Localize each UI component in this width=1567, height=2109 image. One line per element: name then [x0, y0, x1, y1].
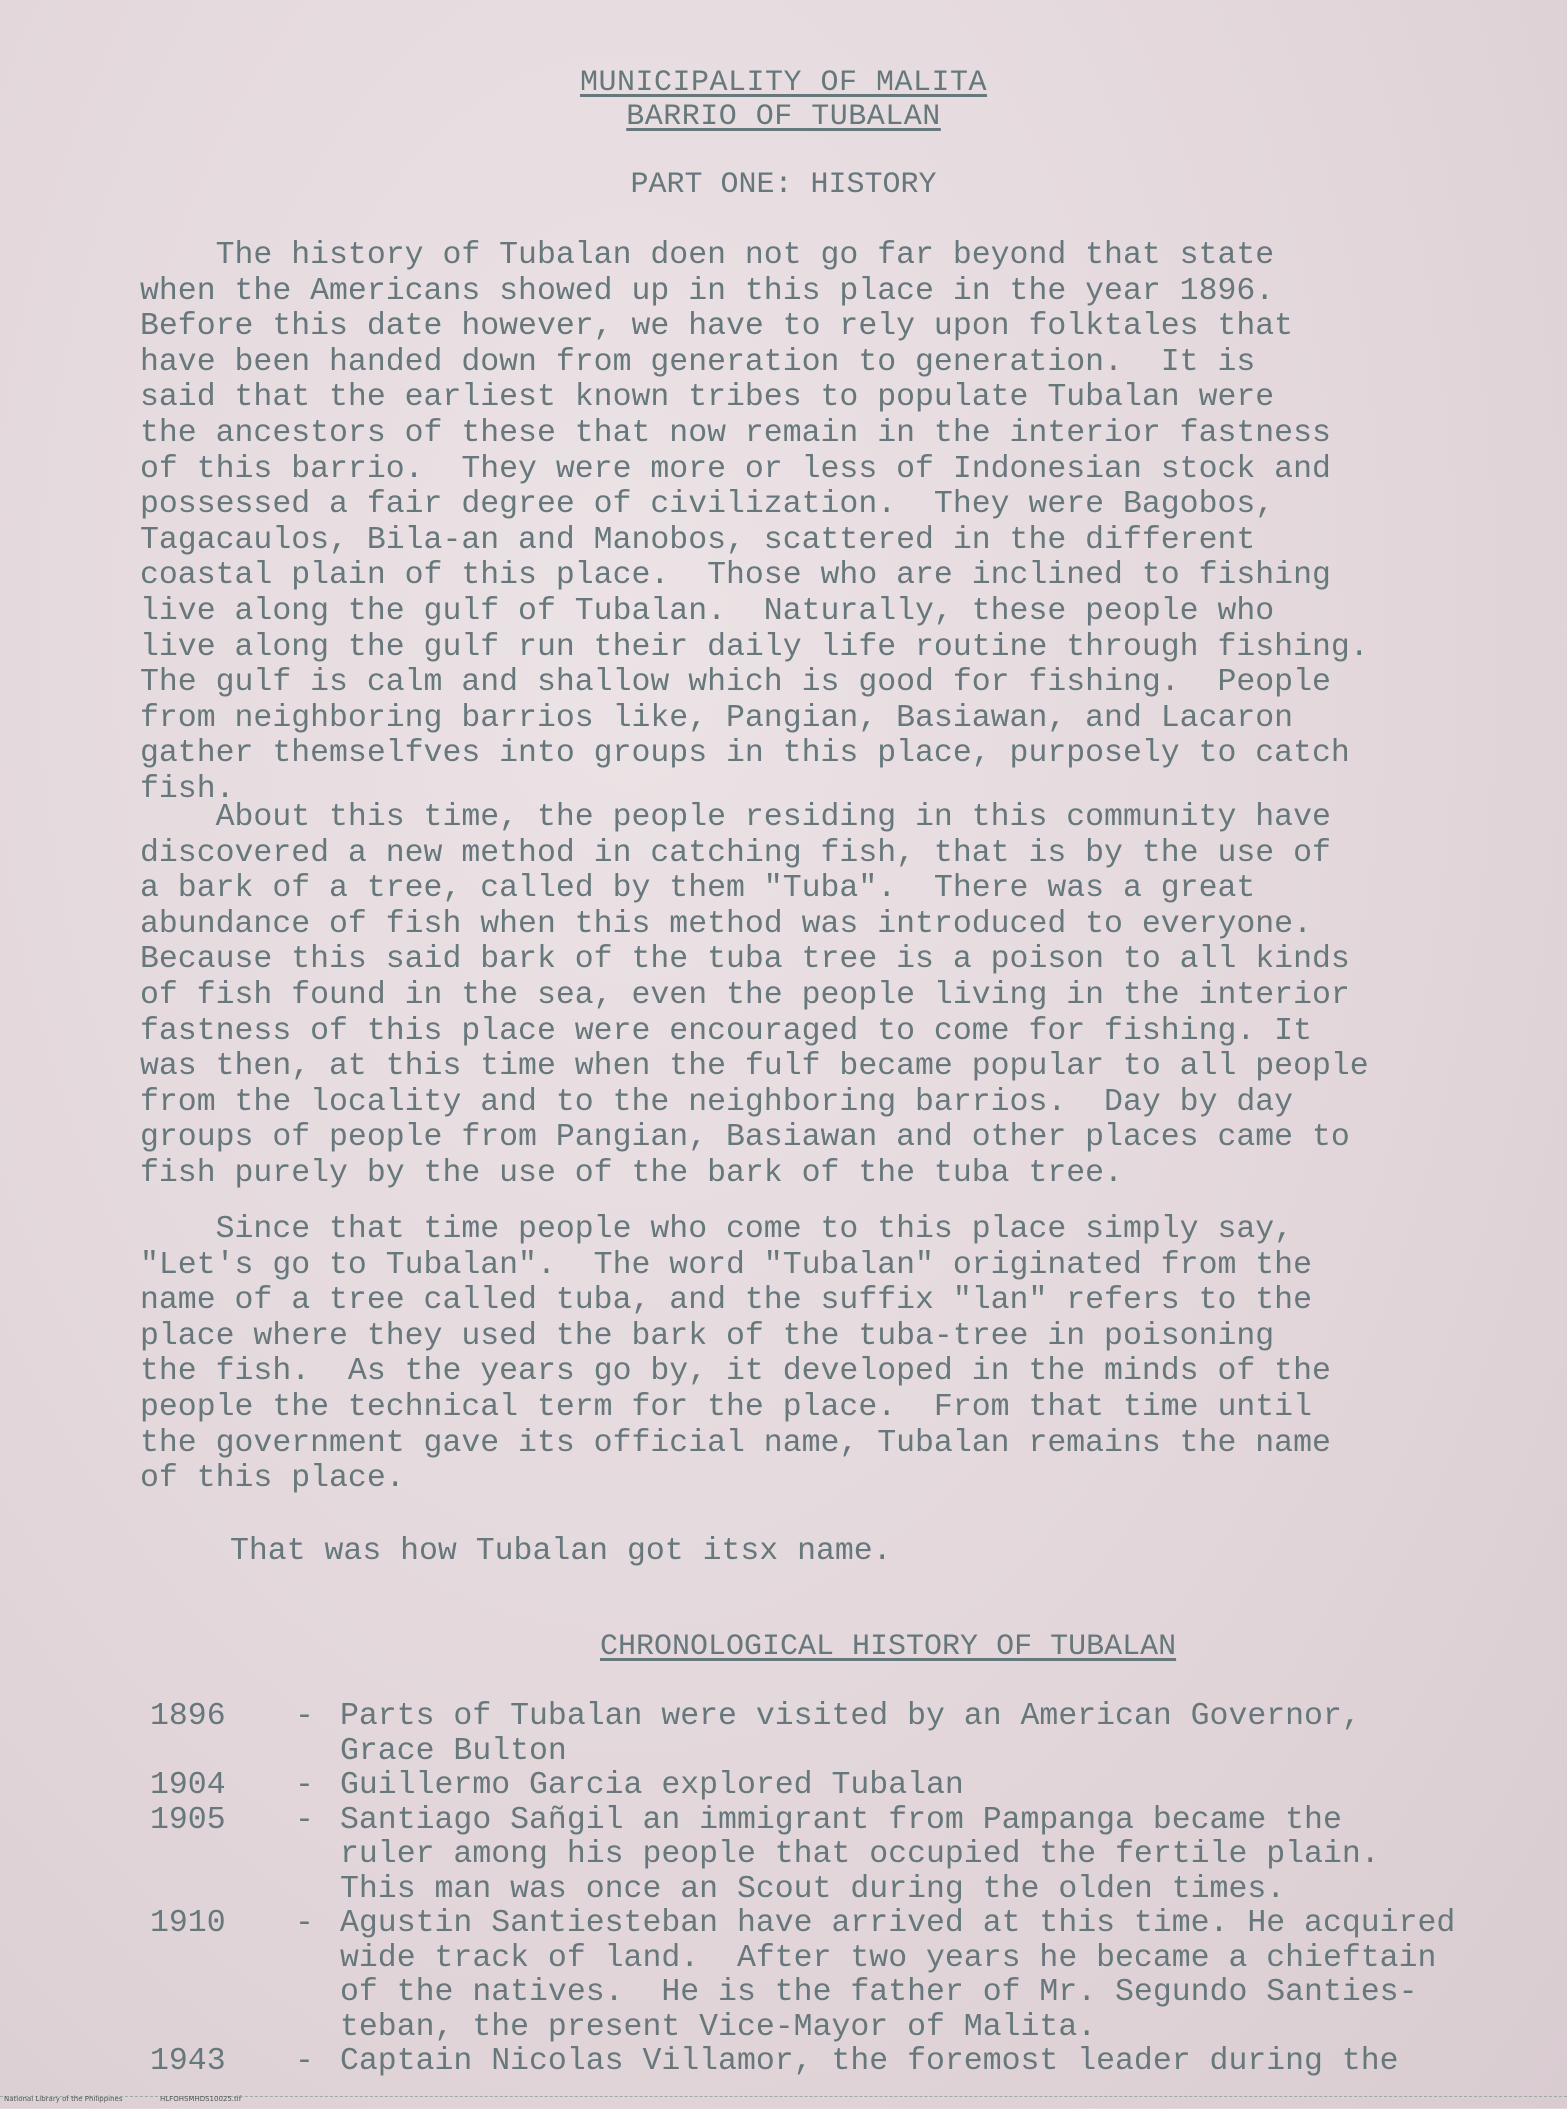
paragraph-line: Since that time people who come to this place simply say, — [140, 1212, 1294, 1247]
paragraph-line: of this barrio. They were more or less of Indonesian stock and — [140, 451, 1331, 487]
entry-line: of the natives. He is the father of Mr. Segundo Santies- — [340, 1975, 1418, 2010]
footer-filename: HLFOHSMHDS10025.tif — [160, 2095, 242, 2103]
paragraph-line: coastal plain of this place. Those who are inclined to fishing — [140, 558, 1331, 594]
chronology-entry — [150, 1700, 1530, 1769]
entry-line: Santiago Sañgil an immigrant from Pampanga became the — [340, 1802, 1342, 1838]
paragraph-line: from neighboring barrios like, Pangian, Basiawan, and Lacaron — [140, 700, 1294, 736]
paragraph-line: possessed a fair degree of civilization. They were Bagobos, — [140, 487, 1275, 523]
entry-dash: - — [295, 1802, 314, 1838]
chronology-list — [150, 1700, 1530, 2080]
entry-text — [340, 1804, 1380, 1908]
paragraph-line: was then, at this time when the fulf became popular to all people — [140, 1049, 1369, 1085]
footer-library: National Library of the Philippines — [4, 2095, 123, 2103]
paragraph-line: people the technical term for the place. From that time until — [140, 1389, 1312, 1425]
part-heading: PART ONE: HISTORY — [630, 168, 937, 202]
entry-dash: - — [295, 2044, 314, 2079]
paragraph-line: the government gave its official name, Tubalan remains the name — [140, 1425, 1331, 1461]
paragraph-line: The gulf is calm and shallow which is good for fishing. People — [140, 665, 1331, 701]
barrio-heading: BARRIO OF TUBALAN — [626, 100, 941, 134]
paragraph-line: when the Americans showed up in this place in the year 1896. — [140, 273, 1275, 309]
paragraph-line: Before this date however, we have to rely upon folktales that — [140, 309, 1294, 345]
paragraph-line: a bark of a tree, called by them "Tuba". There was a great — [140, 871, 1256, 907]
entry-year: 1943 — [150, 2044, 226, 2079]
chronology-entry — [150, 1769, 1530, 1804]
entry-text — [340, 1907, 1455, 2045]
paragraph-line: About this time, the people residing in this community have — [140, 800, 1331, 835]
entry-dash: - — [295, 1906, 314, 1941]
entry-line: teban, the present Vice-Mayor of Malita. — [340, 2009, 1097, 2045]
history-paragraph-1 — [140, 238, 1490, 808]
paragraph-line: the ancestors of these that now remain in the interior fastness — [140, 415, 1331, 451]
chronology-entry — [150, 1907, 1530, 2045]
entry-text — [340, 2045, 1399, 2080]
entry-year: 1910 — [150, 1906, 226, 1941]
entry-line: ruler among his people that occupied the fertile plain. — [340, 1837, 1380, 1872]
paragraph-line: live along the gulf of Tubalan. Naturally, these people who — [140, 593, 1275, 629]
paragraph-line: live along the gulf run their daily life routine through fishing. — [140, 629, 1369, 665]
entry-line: Agustin Santiesteban have arrived at this time. He acquired — [340, 1906, 1456, 1941]
entry-year: 1896 — [150, 1699, 226, 1734]
entry-line: Parts of Tubalan were visited by an American Governor, — [340, 1699, 1361, 1734]
paragraph-line: discovered a new method in catching fish, that is by the use of — [140, 835, 1331, 871]
entry-line: Guillermo Garcia explored Tubalan — [340, 1768, 964, 1803]
scan-footer — [0, 2090, 1567, 2108]
paragraph-line: name of a tree called tuba, and the suffix "lan" refers to the — [140, 1283, 1312, 1319]
entry-text — [340, 1769, 964, 1804]
paragraph-line: fish. — [140, 771, 235, 807]
chronology-entry — [150, 1804, 1530, 1908]
paragraph-line: of this place. — [140, 1461, 405, 1497]
history-paragraph-2 — [140, 800, 1490, 1192]
entry-line: wide track of land. After two years he became a chieftain — [340, 1940, 1437, 1976]
paragraph-line: gather themselfves into groups in this place, purposely to catch — [140, 736, 1350, 772]
chronology-heading: CHRONOLOGICAL HISTORY OF TUBALAN — [600, 1630, 1177, 1664]
entry-line: Grace Bulton — [340, 1733, 567, 1769]
paragraph-line: The history of Tubalan doen not go far beyond that state — [140, 238, 1275, 273]
entry-line: This man was once an Scout during the olden times. — [340, 1871, 1286, 1907]
paragraph-line: the fish. As the years go by, it developed in the minds of the — [140, 1354, 1331, 1390]
entry-line: Captain Nicolas Villamor, the foremost leader during the — [340, 2044, 1399, 2079]
paragraph-line: have been handed down from generation to generation. It is — [140, 344, 1256, 380]
entry-dash: - — [295, 1699, 314, 1734]
paragraph-line: fish purely by the use of the bark of the tuba tree. — [140, 1155, 1123, 1191]
paragraph-line: place where they used the bark of the tuba-tree in poisoning — [140, 1318, 1275, 1354]
closing-sentence: That was how Tubalan got itsx name. — [230, 1534, 892, 1569]
history-paragraph-3 — [140, 1212, 1490, 1497]
municipality-heading: MUNICIPALITY OF MALITA — [579, 66, 988, 100]
paragraph-line: of fish found in the sea, even the people living in the interior — [140, 977, 1350, 1013]
paragraph-line: abundance of fish when this method was introduced to everyone. — [140, 906, 1312, 942]
paragraph-line: from the locality and to the neighboring barrios. Day by day — [140, 1084, 1294, 1120]
entry-dash: - — [295, 1768, 314, 1803]
entry-text — [340, 1700, 1361, 1769]
paragraph-line: groups of people from Pangian, Basiawan and other places came to — [140, 1120, 1350, 1156]
paragraph-line: Tagacaulos, Bila-an and Manobos, scattered in the different — [140, 522, 1256, 558]
entry-year: 1905 — [150, 1802, 226, 1838]
entry-year: 1904 — [150, 1768, 226, 1803]
paragraph-line: fastness of this place were encouraged to come for fishing. It — [140, 1013, 1312, 1049]
chronology-entry — [150, 2045, 1530, 2080]
paragraph-line: "Let's go to Tubalan". The word "Tubalan" originated from the — [140, 1247, 1312, 1283]
paragraph-line: Because this said bark of the tuba tree is a poison to all kinds — [140, 942, 1350, 978]
paragraph-line: said that the earliest known tribes to populate Tubalan were — [140, 380, 1275, 416]
